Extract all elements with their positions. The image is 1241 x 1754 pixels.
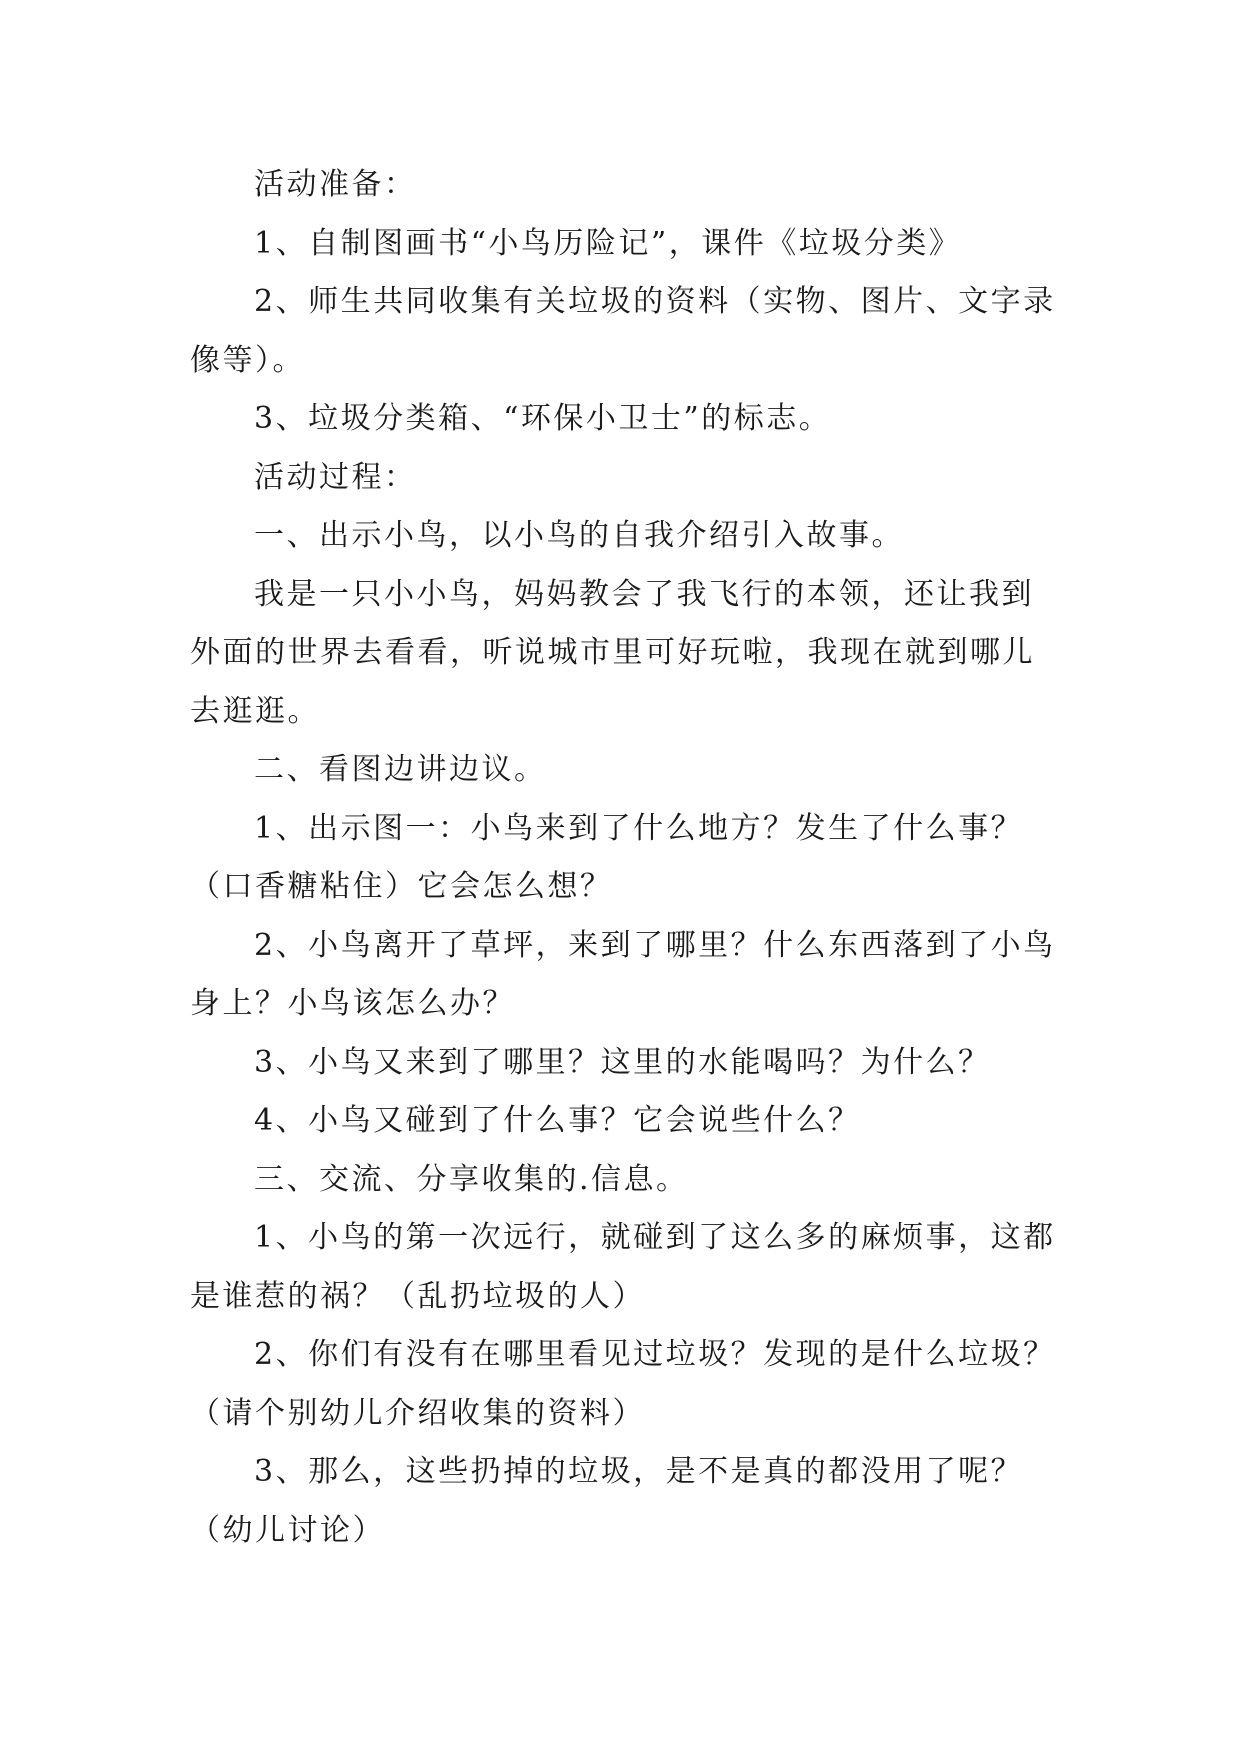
section-1-title: 一、出示小鸟，以小鸟的自我介绍引入故事。 <box>254 518 904 553</box>
section-2-item-2: 2、小鸟离开了草坪，来到了哪里？什么东西落到了小鸟身上？小鸟该怎么办？ <box>190 927 1056 1021</box>
section-3-item-1: 1、小鸟的第一次远行，就碰到了这么多的麻烦事，这都是谁惹的祸？（乱扔垃圾的人） <box>190 1220 1056 1314</box>
section-2-title: 二、看图边讲边议。 <box>254 752 547 787</box>
heading-preparation: 活动准备： <box>254 167 417 202</box>
prep-item-2: 2、师生共同收集有关垃圾的资料（实物、图片、文字录像等）。 <box>190 284 1056 378</box>
prep-item-3: 3、垃圾分类箱、“环保小卫士”的标志。 <box>254 401 832 436</box>
prep-item-1: 1、自制图画书“小鸟历险记”，课件《垃圾分类》 <box>254 225 962 261</box>
section-3-item-3: 3、那么，这些扔掉的垃圾，是不是真的都没用了呢？（幼儿讨论） <box>190 1454 1024 1548</box>
section-2-item-1: 1、出示图一：小鸟来到了什么地方？发生了什么事？（口香糖粘住）它会怎么想？ <box>190 810 1024 904</box>
document-body <box>190 156 1060 1560</box>
section-2-item-3: 3、小鸟又来到了哪里？这里的水能喝吗？为什么？ <box>254 1044 991 1080</box>
section-3-item-2: 2、你们有没有在哪里看见过垃圾？发现的是什么垃圾？（请个别幼儿介绍收集的资料） <box>190 1337 1056 1431</box>
bird-intro-paragraph: 我是一只小小鸟，妈妈教会了我飞行的本领，还让我到外面的世界去看看，听说城市里可好玩啦，我现在就到哪儿去逛逛。 <box>190 576 1035 729</box>
section-2-item-4: 4、小鸟又碰到了什么事？它会说些什么？ <box>254 1103 861 1138</box>
heading-process: 活动过程： <box>254 459 417 495</box>
section-3-title: 三、交流、分享收集的.信息。 <box>254 1161 689 1197</box>
